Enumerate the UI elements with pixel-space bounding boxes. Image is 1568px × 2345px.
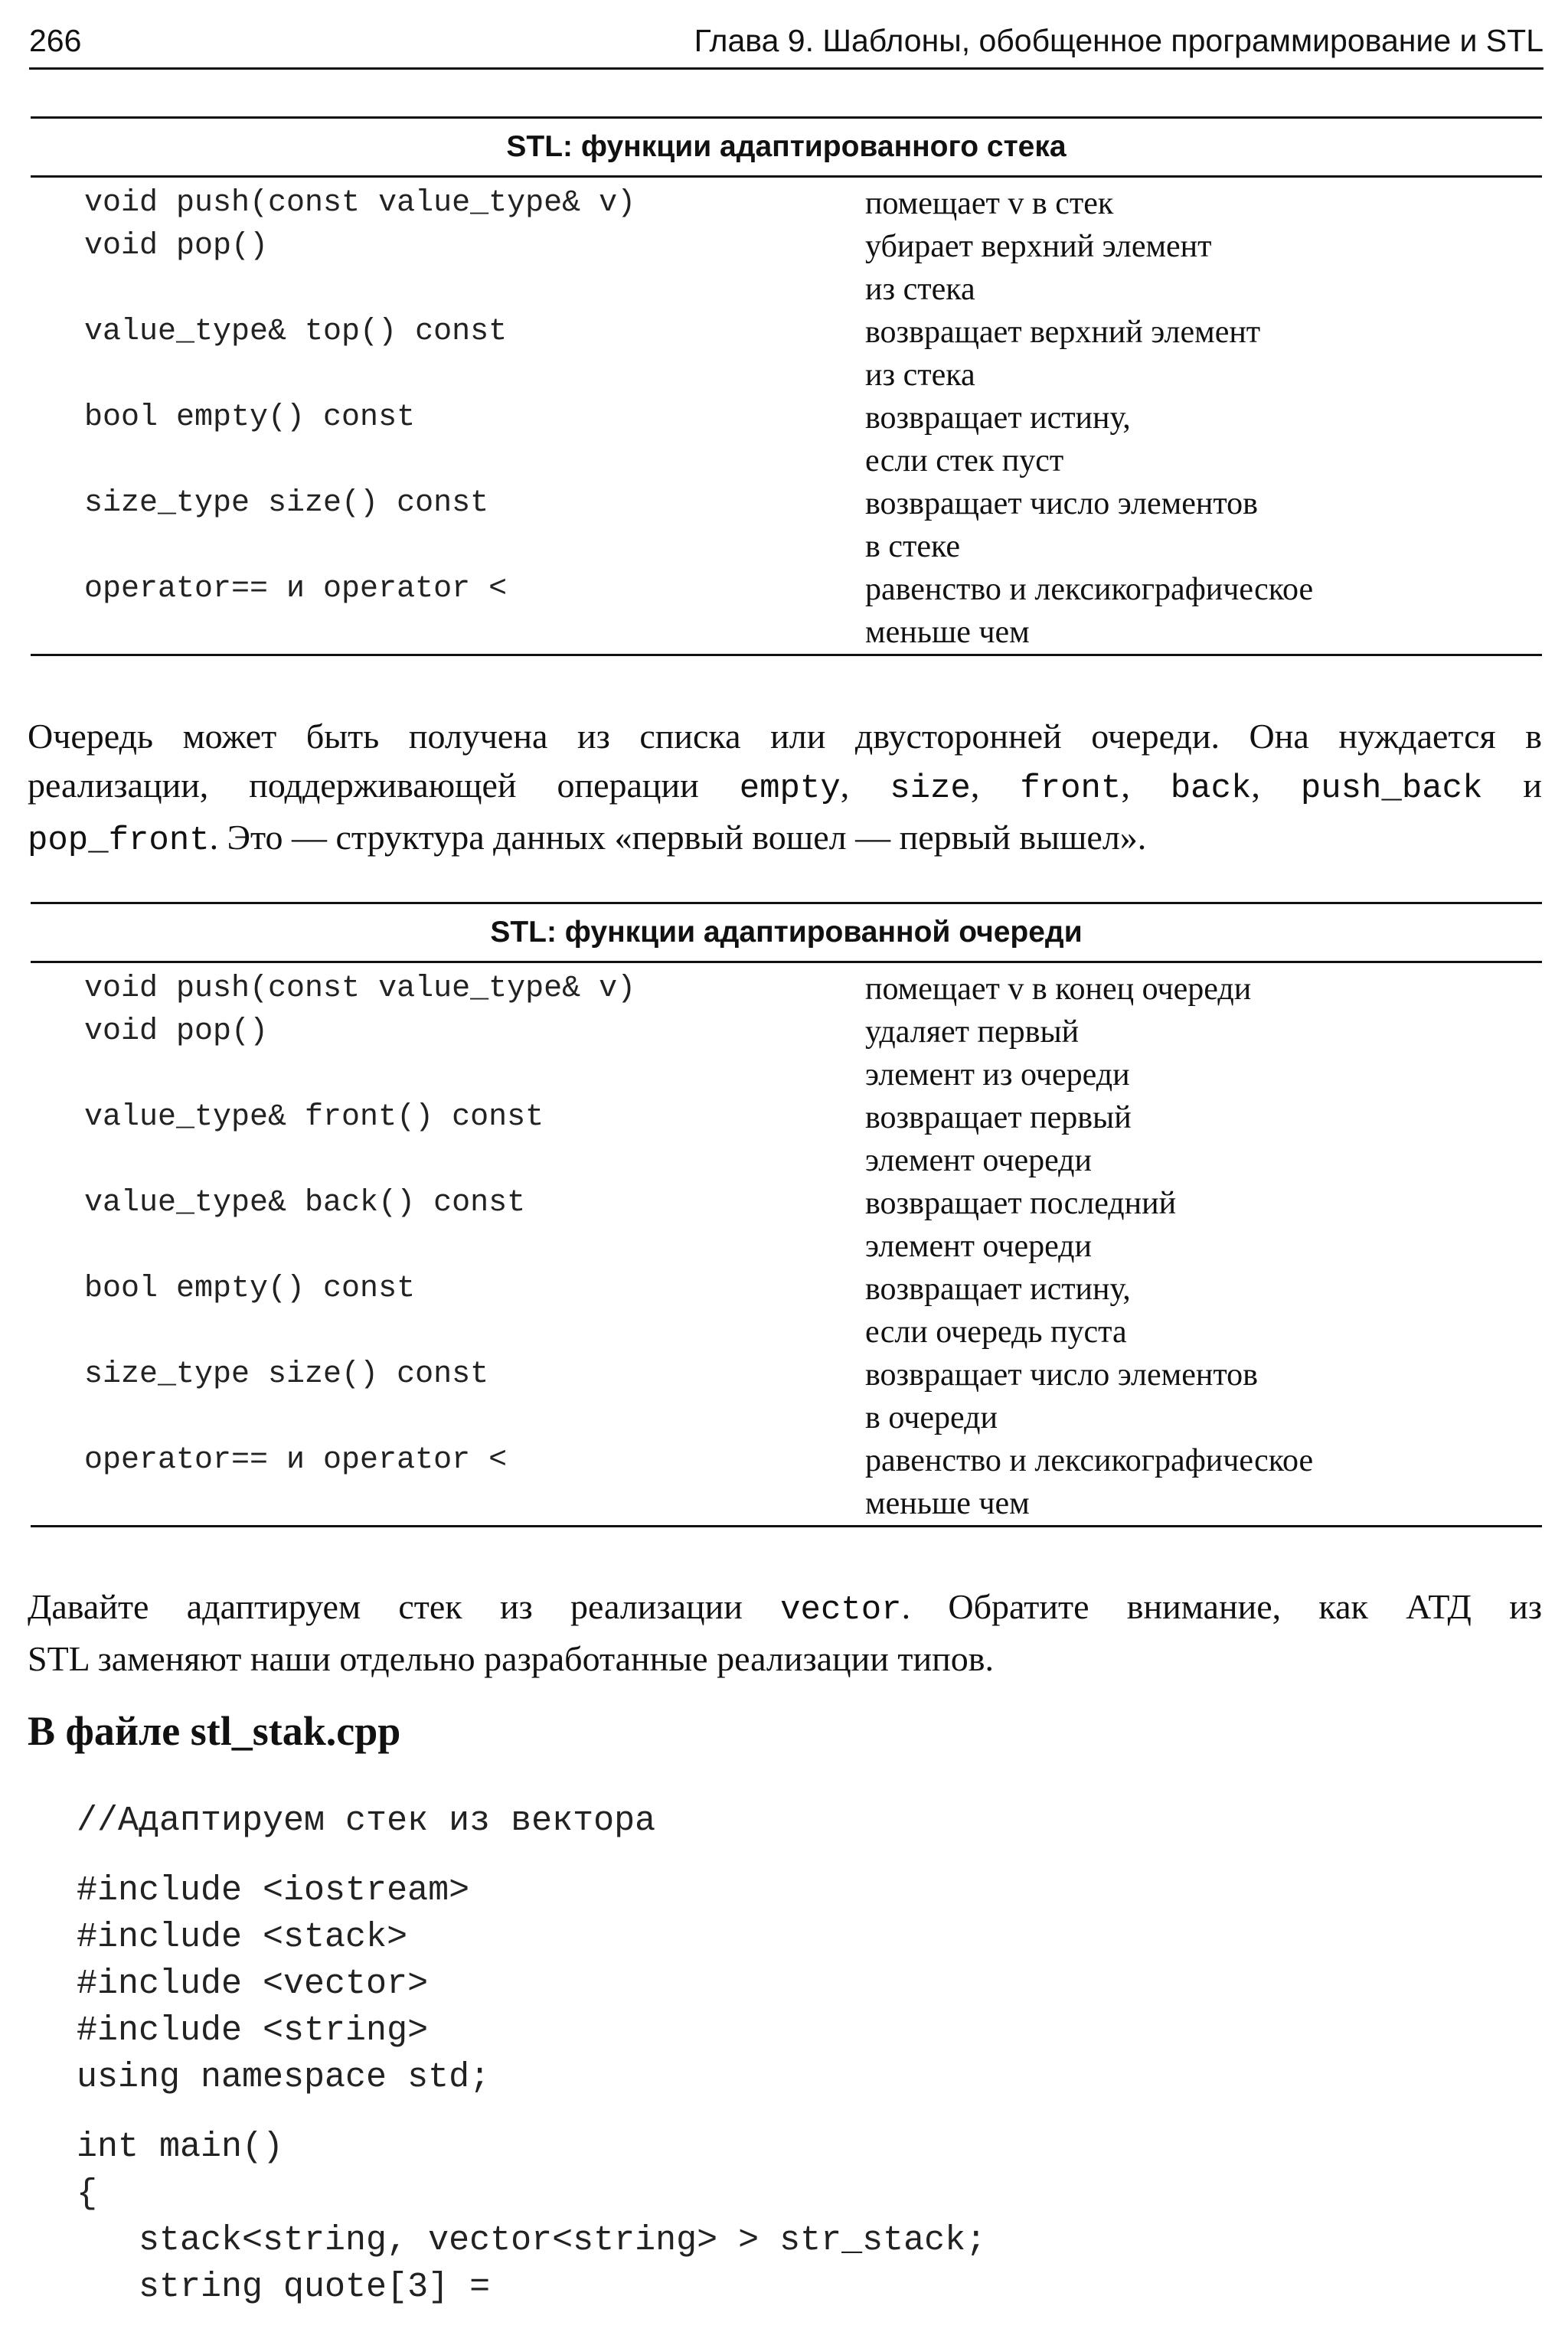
function-description: убирает верхний элемент из стека <box>865 229 1212 307</box>
queue-functions-table <box>31 902 1542 1527</box>
function-signature: value_type& back() const <box>84 1186 526 1220</box>
function-signature: size_type size() const <box>84 1357 489 1392</box>
adapt-paragraph: Давайте адаптируем стек из реализации vector. Обратите внимание, как АТД из STL заменяют наши отдельно разработанные реализации типов. <box>28 1587 1542 1678</box>
table-row <box>31 397 1542 482</box>
function-description: возвращает первый элемент очереди <box>865 1100 1132 1178</box>
function-signature: operator== и operator < <box>84 572 508 606</box>
code-line: #include <stack> <box>77 1918 408 1957</box>
running-head <box>29 23 1544 70</box>
queue-paragraph: Очередь может быть получена из списка или двусторонней очереди. Она нуждается в реализации, поддерживающей операции empty, size, front, back, push_back и pop_front. Это — структура данных «первый вошел — первый вышел». <box>28 717 1543 860</box>
chapter-title: Глава 9. Шаблоны, обобщенное программирование и STL <box>694 23 1544 58</box>
table-row <box>31 182 1542 225</box>
table-row <box>31 1439 1542 1525</box>
function-description: равенство и лексикографическое меньше чем <box>865 1443 1314 1521</box>
function-description: помещает v в стек <box>865 186 1114 221</box>
code-line: { <box>77 2174 98 2213</box>
code-line: int main() <box>77 2128 284 2167</box>
function-signature: void push(const value_type& v) <box>84 972 636 1006</box>
function-description: помещает v в конец очереди <box>865 972 1252 1007</box>
function-signature: value_type& front() const <box>84 1100 544 1135</box>
function-description: возвращает число элементов в стеке <box>865 486 1258 564</box>
file-section-heading: В файле stl_stak.cpp <box>28 1708 401 1754</box>
function-signature: size_type size() const <box>84 486 489 521</box>
function-signature: bool empty() const <box>84 400 416 435</box>
table-row <box>31 1268 1542 1354</box>
code-comment: //Адаптируем стек из вектора <box>77 1801 656 1840</box>
function-description: возвращает истину, если очередь пуста <box>865 1272 1131 1350</box>
function-description: возвращает истину, если стек пуст <box>865 400 1131 478</box>
table-row <box>31 311 1542 397</box>
function-signature: bool empty() const <box>84 1272 416 1306</box>
table-row <box>31 225 1542 311</box>
code-line: stack<string, vector<string> > str_stack; <box>77 2221 987 2260</box>
code-line: #include <string> <box>77 2011 429 2050</box>
code-line: #include <iostream> <box>77 1871 470 1910</box>
function-description: возвращает верхний элемент из стека <box>865 315 1261 393</box>
function-signature: value_type& top() const <box>84 315 508 349</box>
function-description: удаляет первый элемент из очереди <box>865 1014 1130 1092</box>
code-listing <box>77 1798 1531 2311</box>
table-row <box>31 1182 1542 1268</box>
code-line: string quote[3] = <box>77 2268 491 2307</box>
function-signature: void pop() <box>84 229 269 263</box>
table-row <box>31 1354 1542 1439</box>
table-row <box>31 482 1542 568</box>
function-signature: operator== и operator < <box>84 1443 508 1478</box>
table-row <box>31 968 1542 1011</box>
function-description: возвращает последний элемент очереди <box>865 1186 1177 1264</box>
function-description: возвращает число элементов в очереди <box>865 1357 1258 1435</box>
function-signature: void pop() <box>84 1014 269 1049</box>
function-description: равенство и лексикографическое меньше чем <box>865 572 1314 650</box>
queue-table-title: STL: функции адаптированной очереди <box>31 904 1542 963</box>
stack-table-title: STL: функции адаптированного стека <box>31 119 1542 178</box>
table-row <box>31 1096 1542 1182</box>
function-signature: void push(const value_type& v) <box>84 186 636 220</box>
page-number: 266 <box>29 23 82 58</box>
table-row <box>31 568 1542 654</box>
code-line: using namespace std; <box>77 2058 491 2097</box>
code-line: #include <vector> <box>77 1965 429 2004</box>
stack-functions-table <box>31 116 1542 656</box>
table-row <box>31 1011 1542 1096</box>
